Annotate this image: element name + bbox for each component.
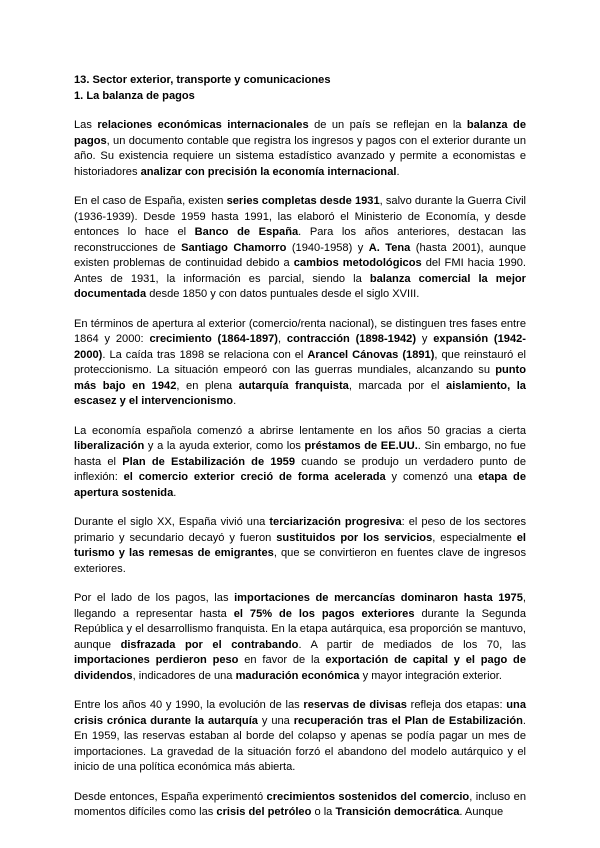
text-run: , especialmente [432, 531, 517, 544]
bold-text: Plan de Estabilización de 1959 [122, 455, 296, 468]
paragraph-gap [74, 410, 526, 424]
bold-text: balanza comercial la mejor documentada [74, 272, 526, 300]
text-run: . En 1959, las reservas estaban al borde del colapso y apenas se podía pagar un mes de importaciones. La gravedad de la situación forzó el abandono del modelo autárquico y el inicio de una política económica más abierta. [74, 714, 526, 773]
text-run: En términos de apertura al exterior (comercio/renta nacional), se distinguen tres fases entre 1864 y 2000: [74, 317, 526, 345]
bold-text: maduración económica [235, 669, 360, 682]
bold-text: series completas desde 1931 [226, 195, 380, 207]
bold-text: el turismo y las remesas de emigrantes [74, 531, 526, 559]
bold-text: punto más bajo en 1942 [74, 364, 526, 392]
bold-text: Banco de España [194, 226, 299, 238]
text-run: . Sin embargo, no fue hasta el [74, 440, 526, 468]
bold-text: expansión (1942-2000) [74, 333, 526, 361]
bold-text: relaciones económicas internacionales [97, 119, 309, 131]
text-run: , que reinstauró el proteccionismo. La situación empeoró con las guerras mundiales, alcanzando su [74, 348, 526, 376]
bold-text: liberalización [74, 440, 145, 452]
bold-text: importaciones perdieron peso [74, 654, 239, 666]
text-run: La economía española comenzó a abrirse lentamente en los años 50 gracias a cierta [74, 424, 526, 437]
text-run: , marcada por el [348, 379, 447, 392]
text-run: , llegando a representar hasta [74, 592, 526, 620]
bold-text: exportación de capital y el pago de dividendos [74, 654, 526, 682]
bold-text: importaciones de mercancías dominaron hasta 1975 [234, 592, 523, 604]
paragraph-p3 [74, 317, 526, 410]
text-run: , un documento contable que registra los ingresos y pagos con el exterior durante un año. Su existencia requiere un sistema estadístico avanzado y permite a economistas e historiadores [74, 134, 526, 178]
text-run: , en plena [176, 379, 239, 392]
spacer [74, 104, 526, 118]
text-run: , que se convirtieron en fuentes clave de ingresos exteriores. [74, 547, 526, 575]
text-run: del FMI hacia 1990. Antes de 1931, la información es parcial, siendo la [74, 257, 526, 285]
bold-text: Arancel Cánovas (1891) [307, 348, 435, 361]
text-run: (1940-1958) y [286, 241, 369, 254]
text-run: Por el lado de los pagos, las [74, 592, 235, 604]
paragraph-p2 [74, 194, 526, 303]
paragraph-p1 [74, 118, 526, 180]
bold-text: préstamos de EE.UU. [304, 440, 418, 452]
paragraph-gap [74, 303, 526, 317]
text-run: . A partir de mediados de los 70, las [298, 638, 526, 651]
text-run: cuando se produjo un verdadero punto de inflexión: [74, 455, 527, 483]
text-run: Las [74, 119, 98, 131]
bold-text: recuperación tras el Plan de Estabilización [293, 714, 523, 727]
bold-text: el 75% de los pagos exteriores [233, 607, 415, 620]
text-run: , incluso en momentos difíciles como las [74, 790, 526, 818]
bold-text: autarquía franquista [238, 379, 349, 392]
text-run: , [278, 333, 287, 345]
bold-text: disfrazada por el contrabando [120, 638, 299, 651]
bold-text: crecimientos sostenidos del comercio [266, 790, 470, 803]
paragraph-gap [74, 501, 526, 515]
bold-text: contracción (1898-1942) [286, 333, 417, 345]
text-run: refleja dos etapas: [406, 699, 507, 711]
bold-text: etapa de apertura sostenida [74, 471, 526, 499]
text-run: desde 1850 y con datos puntuales desde el siglo XVIII. [146, 288, 420, 300]
bold-text: A. Tena [368, 241, 411, 254]
text-run: Entre los años 40 y 1990, la evolución de las [74, 699, 304, 711]
text-run: En el caso de España, existen [74, 195, 227, 207]
bold-text: crecimiento (1864-1897) [149, 333, 278, 345]
paragraph-p8 [74, 790, 526, 821]
text-run: . La caída tras 1898 se relaciona con el [102, 348, 308, 361]
bold-text: Transición democrática [335, 806, 460, 818]
text-run: o la [311, 806, 336, 818]
text-run: en favor de la [238, 654, 326, 666]
paragraph-gap [74, 577, 526, 591]
paragraph-p5 [74, 515, 526, 577]
text-run: , salvo durante la Guerra Civil (1936-1939). Desde 1959 hasta 1991, las elaboró el Ministerio de Economía, y desde entonces lo hace el [74, 195, 526, 238]
text-run: y comenzó una [385, 471, 479, 483]
subsection-title: 1. La balanza de pagos [74, 89, 195, 102]
bold-text: una crisis crónica durante la autarquía [74, 699, 526, 727]
bold-text: analizar con precisión la economía internacional [140, 165, 397, 178]
paragraph-p4 [74, 424, 526, 502]
section-title: 13. Sector exterior, transporte y comunicaciones [74, 74, 331, 86]
text-run: y mayor integración exterior. [359, 669, 502, 682]
bold-text: balanza de pagos [74, 119, 526, 147]
text-run: . [173, 486, 177, 499]
text-run: y a la ayuda exterior, como los [144, 440, 305, 452]
text-run: y [416, 333, 434, 345]
paragraph-p7 [74, 698, 526, 776]
document-body [74, 73, 526, 821]
paragraph-gap [74, 180, 526, 194]
bold-text: el comercio exterior creció de forma acelerada [123, 471, 386, 483]
paragraph-gap [74, 776, 526, 790]
text-run: . Aunque [459, 806, 504, 818]
bold-text: terciarización progresiva [269, 516, 402, 528]
bold-text: cambios metodológicos [293, 257, 422, 269]
text-run: (hasta 2001), aunque existen problemas de continuidad debido a [74, 241, 526, 269]
text-run: , indicadores de una [132, 669, 236, 682]
paragraph-gap [74, 684, 526, 698]
bold-text: aislamiento, la escasez y el intervencionismo [74, 379, 526, 407]
text-run: Desde entonces, España experimentó [74, 790, 267, 803]
text-run: Durante el siglo XX, España vivió una [74, 516, 270, 528]
text-run: . Para los años anteriores, destacan las reconstrucciones de [74, 226, 526, 254]
paragraph-p6 [74, 591, 526, 684]
bold-text: sustituidos por los servicios [276, 531, 433, 544]
text-run: . [396, 165, 400, 178]
text-run: y una [257, 714, 294, 727]
bold-text: reservas de divisas [303, 699, 407, 711]
text-run: de un país se reflejan en la [308, 119, 467, 131]
paragraph-list [74, 118, 526, 821]
text-run: . [233, 395, 237, 407]
bold-text: Santiago Chamorro [181, 241, 287, 254]
text-run: : el peso de los sectores primario y secundario decayó y fueron [74, 516, 526, 544]
bold-text: crisis del petróleo [216, 806, 312, 818]
text-run: durante la Segunda República y el desarrollismo franquista. En la etapa autárquica, esa proporción se mantuvo, aunque [74, 607, 526, 651]
